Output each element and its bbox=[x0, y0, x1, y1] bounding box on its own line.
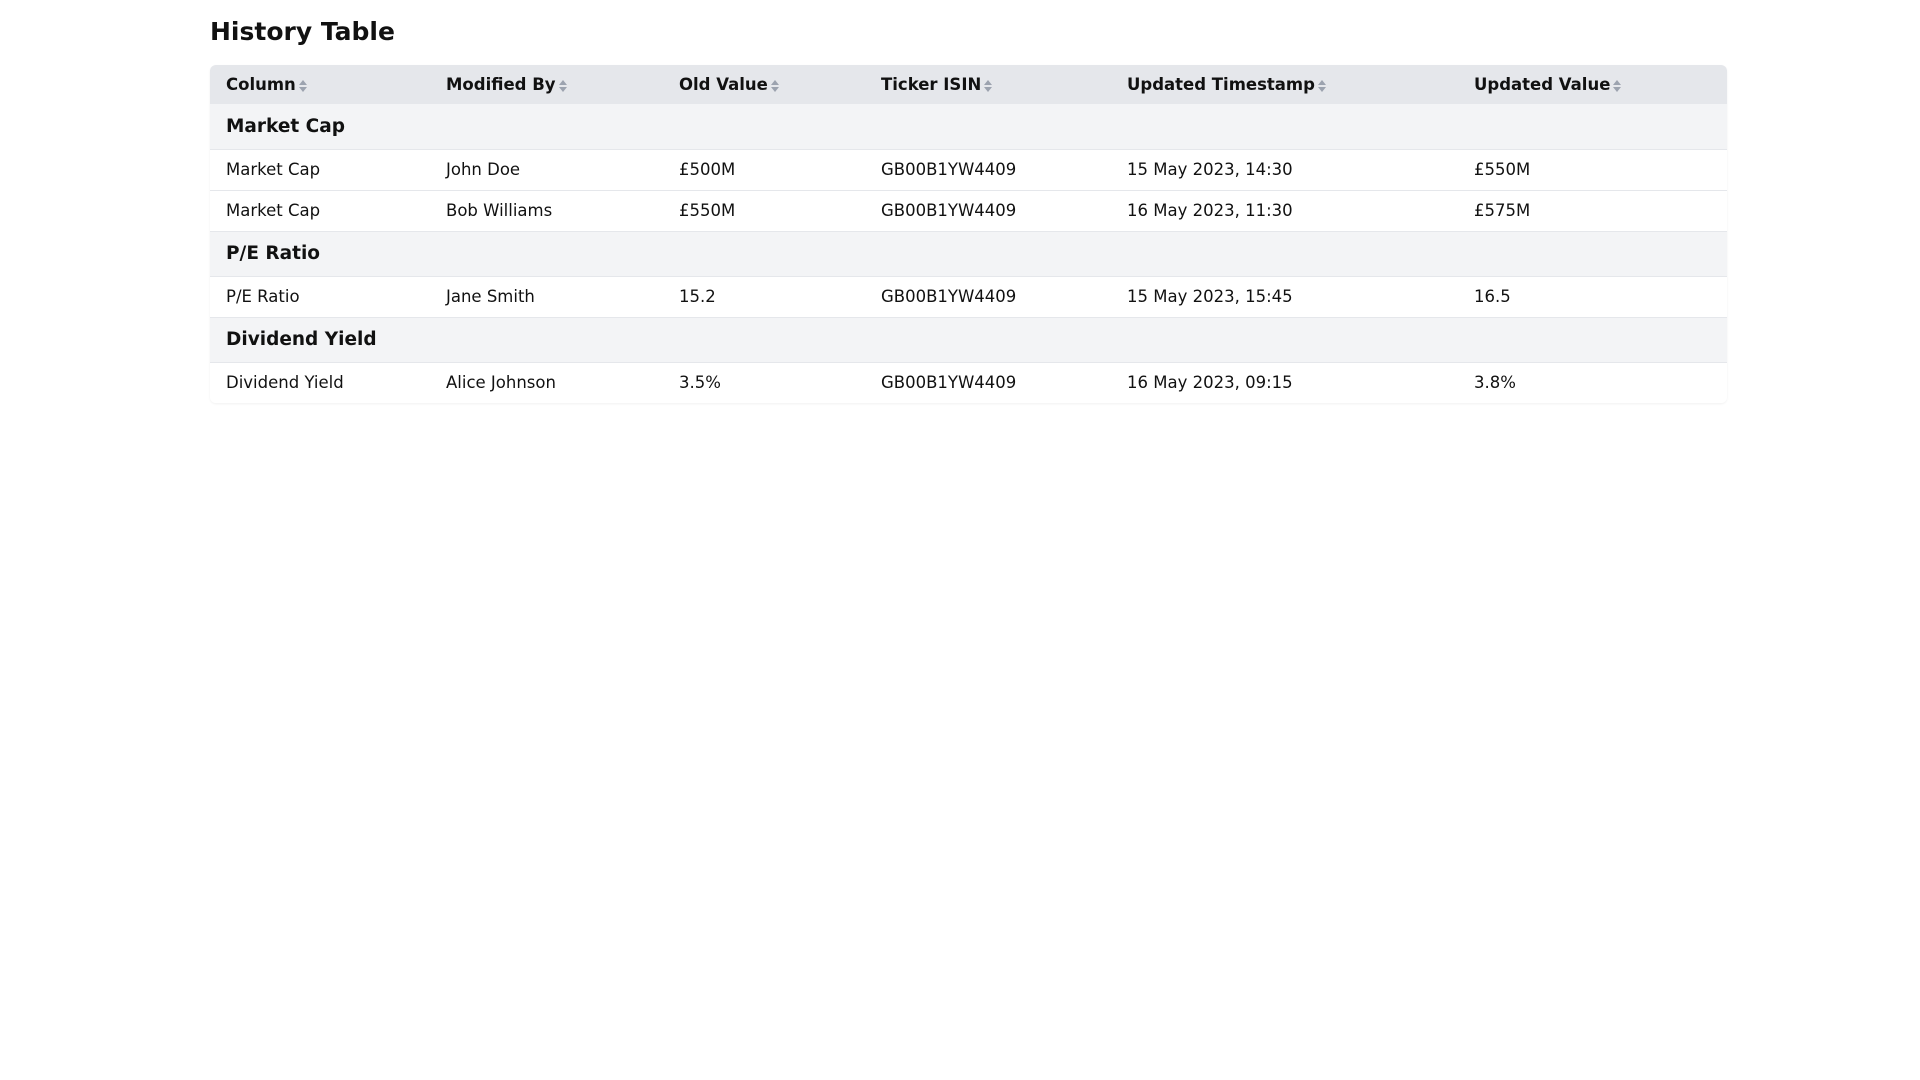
sort-icon bbox=[983, 79, 993, 93]
cell-column: Market Cap bbox=[210, 190, 430, 231]
page-title: History Table bbox=[210, 17, 395, 46]
cell-ticker-isin: GB00B1YW4409 bbox=[881, 373, 1017, 393]
cell-ticker-isin: GB00B1YW4409 bbox=[865, 190, 1111, 231]
column-header-label: Updated Timestamp bbox=[1127, 75, 1315, 94]
table-row bbox=[210, 362, 1727, 403]
cell-modified-by: Alice Johnson bbox=[446, 373, 556, 393]
group-title: Market Cap bbox=[210, 104, 1727, 149]
cell-old-value: 15.2 bbox=[663, 276, 865, 317]
column-header-old-value[interactable] bbox=[663, 65, 865, 104]
cell-column: P/E Ratio bbox=[210, 276, 430, 317]
group-row-pe-ratio bbox=[210, 231, 1727, 276]
group-title: P/E Ratio bbox=[210, 231, 1727, 276]
column-header-label: Modified By bbox=[446, 75, 556, 94]
cell-column: Dividend Yield bbox=[226, 373, 344, 393]
column-header-modified-by[interactable] bbox=[430, 65, 663, 104]
cell-updated-value: £575M bbox=[1458, 190, 1727, 231]
cell-updated-value: 3.8% bbox=[1474, 373, 1516, 393]
table-row bbox=[210, 149, 1727, 190]
cell-modified-by: Bob Williams bbox=[430, 190, 663, 231]
table-header-row bbox=[210, 65, 1727, 104]
cell-ticker-isin: GB00B1YW4409 bbox=[865, 276, 1111, 317]
column-header-label: Column bbox=[226, 75, 296, 94]
cell-modified-by: John Doe bbox=[430, 149, 663, 190]
sort-icon bbox=[298, 79, 308, 93]
group-row-market-cap bbox=[210, 104, 1727, 149]
cell-old-value: £500M bbox=[663, 149, 865, 190]
cell-updated-value: 16.5 bbox=[1458, 276, 1727, 317]
cell-updated-timestamp: 15 May 2023, 15:45 bbox=[1111, 276, 1458, 317]
cell-column: Market Cap bbox=[210, 149, 430, 190]
cell-ticker-isin: GB00B1YW4409 bbox=[865, 149, 1111, 190]
sort-icon bbox=[770, 79, 780, 93]
column-header-label: Ticker ISIN bbox=[881, 75, 982, 94]
column-header-label: Old Value bbox=[679, 75, 768, 94]
cell-modified-by: Jane Smith bbox=[430, 276, 663, 317]
sort-icon bbox=[1317, 79, 1327, 93]
page bbox=[210, 0, 1727, 403]
cell-old-value: 3.5% bbox=[679, 373, 721, 393]
cell-updated-value: £550M bbox=[1458, 149, 1727, 190]
sort-icon bbox=[558, 79, 568, 93]
cell-updated-timestamp: 16 May 2023, 09:15 bbox=[1127, 373, 1293, 393]
table-row bbox=[210, 190, 1727, 231]
column-header-label: Updated Value bbox=[1474, 75, 1611, 94]
group-title: Dividend Yield bbox=[210, 317, 1727, 362]
cell-updated-timestamp: 15 May 2023, 14:30 bbox=[1111, 149, 1458, 190]
table-row bbox=[210, 276, 1727, 317]
column-header-column[interactable] bbox=[210, 65, 430, 104]
column-header-ticker-isin[interactable] bbox=[865, 65, 1111, 104]
cell-old-value: £550M bbox=[663, 190, 865, 231]
sort-icon bbox=[1612, 79, 1622, 93]
column-header-updated-value[interactable] bbox=[1458, 65, 1727, 104]
history-table bbox=[210, 65, 1727, 403]
column-header-updated-timestamp[interactable] bbox=[1111, 65, 1458, 104]
group-row-dividend-yield bbox=[210, 317, 1727, 362]
cell-updated-timestamp: 16 May 2023, 11:30 bbox=[1111, 190, 1458, 231]
history-table-container bbox=[210, 65, 1727, 403]
